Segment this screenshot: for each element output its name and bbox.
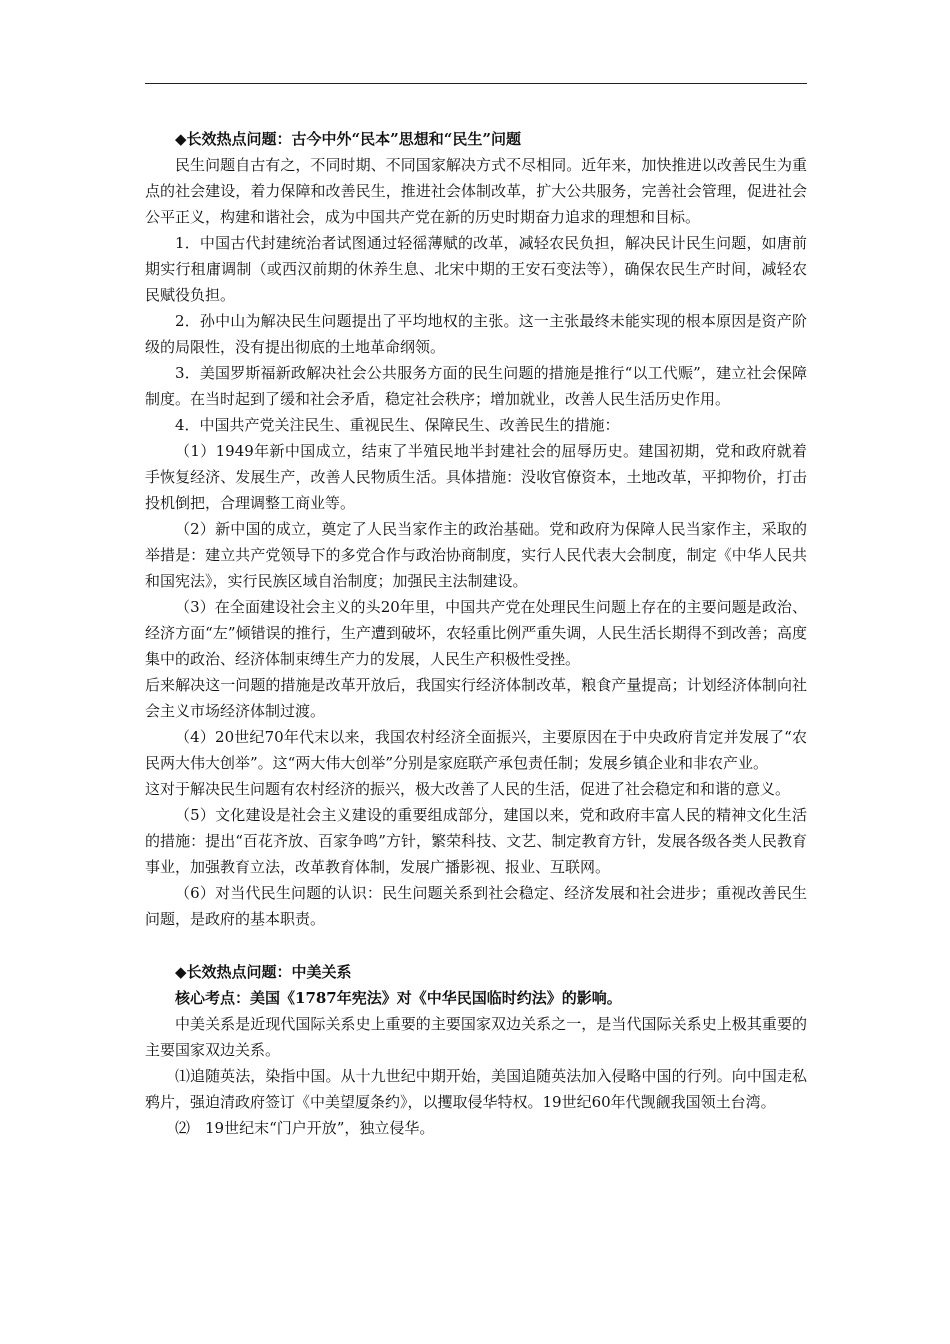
section-gap <box>145 932 807 959</box>
point-2-paragraph: 2．孙中山为解决民生问题提出了平均地权的主张。这一主张最终未能实现的根本原因是资产阶级的局限性，没有提出彻底的土地革命纲领。 <box>145 312 807 356</box>
point-4-item-2: （2）新中国的成立，奠定了人民当家作主的政治基础。党和政府为保障人民当家作主，采取的举措是：建立共产党领导下的多党合作与政治协商制度，实行人民代表大会制度，制定《中华人民共和国宪法》，实行民族区域自治制度；加强民主法制建设。 <box>145 520 807 590</box>
point-1-paragraph: 1．中国古代封建统治者试图通过轻徭薄赋的改革，减轻农民负担，解决民计民生问题，如唐前期实行租庸调制（或西汉前期的休养生息、北宋中期的王安石变法等），确保农民生产时间，减轻农民赋役负担。 <box>145 234 807 304</box>
us-china-intro: 中美关系是近现代国际关系史上重要的主要国家双边关系之一，是当代国际关系史上极其重要的主要国家双边关系。 <box>145 1015 807 1059</box>
point-4-item-4-continuation: 这对于解决民生问题有农村经济的振兴，极大改善了人民的生活，促进了社会稳定和和谐的意义。 <box>145 780 791 798</box>
point-4-item-5: （5）文化建设是社会主义建设的重要组成部分，建国以来，党和政府丰富人民的精神文化生活的措施：提出“百花齐放、百家争鸣”方针，繁荣科技、文艺、制定教育方针，发展各级各类人民教育事业，加强教育立法，改革教育体制，发展广播影视、报业、互联网。 <box>145 806 807 876</box>
point-4-item-1: （1）1949年新中国成立，结束了半殖民地半封建社会的屈辱历史。建国初期，党和政府就着手恢复经济、发展生产，改善人民物质生活。具体措施：没收官僚资本，土地改革，平抑物价，打击投机倒把，合理调整工商业等。 <box>145 442 807 512</box>
point-4-item-3-continuation: 后来解决这一问题的措施是改革开放后，我国实行经济体制改革，粮食产量提高；计划经济体制向社会主义市场经济体制过渡。 <box>145 676 807 720</box>
section-heading-us-china: ◆长效热点问题：中美关系 <box>175 963 352 981</box>
us-china-item-1: ⑴追随英法，染指中国。从十九世纪中期开始，美国追随英法加入侵略中国的行列。向中国走私鸦片，强迫清政府签订《中美望厦条约》，以攫取侵华特权。19世纪60年代觊觎我国领土台湾。 <box>145 1067 807 1111</box>
point-4-paragraph: 4．中国共产党关注民生、重视民生、保障民生、改善民生的措施： <box>175 416 620 434</box>
point-4-item-3: （3）在全面建设社会主义的头20年里，中国共产党在处理民生问题上存在的主要问题是政治、经济方面“左”倾错误的推行，生产遭到破坏，农轻重比例严重失调，人民生活长期得不到改善；高度集中的政治、经济体制束缚生产力的发展，人民生产积极性受挫。 <box>145 598 807 668</box>
point-4-item-6: （6）对当代民生问题的认识：民生问题关系到社会稳定、经济发展和社会进步；重视改善民生问题，是政府的基本职责。 <box>145 884 807 928</box>
core-point: 核心考点：美国《1787年宪法》对《中华民国临时约法》的影响。 <box>175 989 622 1007</box>
section-heading-minsheng: ◆长效热点问题：古今中外“民本”思想和“民生”问题 <box>175 130 522 148</box>
header-rule <box>145 83 807 84</box>
intro-paragraph: 民生问题自古有之，不同时期、不同国家解决方式不尽相同。近年来，加快推进以改善民生为重点的社会建设，着力保障和改善民生，推进社会体制改革，扩大公共服务，完善社会管理，促进社会公平正义，构建和谐社会，成为中国共产党在新的历史时期奋力追求的理想和目标。 <box>145 156 807 226</box>
document-body <box>145 126 807 1141</box>
us-china-item-2: ⑵ 19世纪末“门户开放”，独立侵华。 <box>175 1119 435 1137</box>
point-3-paragraph: 3．美国罗斯福新政解决社会公共服务方面的民生问题的措施是推行“以工代赈”，建立社会保障制度。在当时起到了缓和社会矛盾，稳定社会秩序；增加就业，改善人民生活历史作用。 <box>145 364 807 408</box>
point-4-item-4: （4）20世纪70年代末以来，我国农村经济全面振兴，主要原因在于中央政府肯定并发展了“农民两大伟大创举”。这“两大伟大创举”分别是家庭联产承包责任制；发展乡镇企业和非农产业。 <box>145 728 807 772</box>
